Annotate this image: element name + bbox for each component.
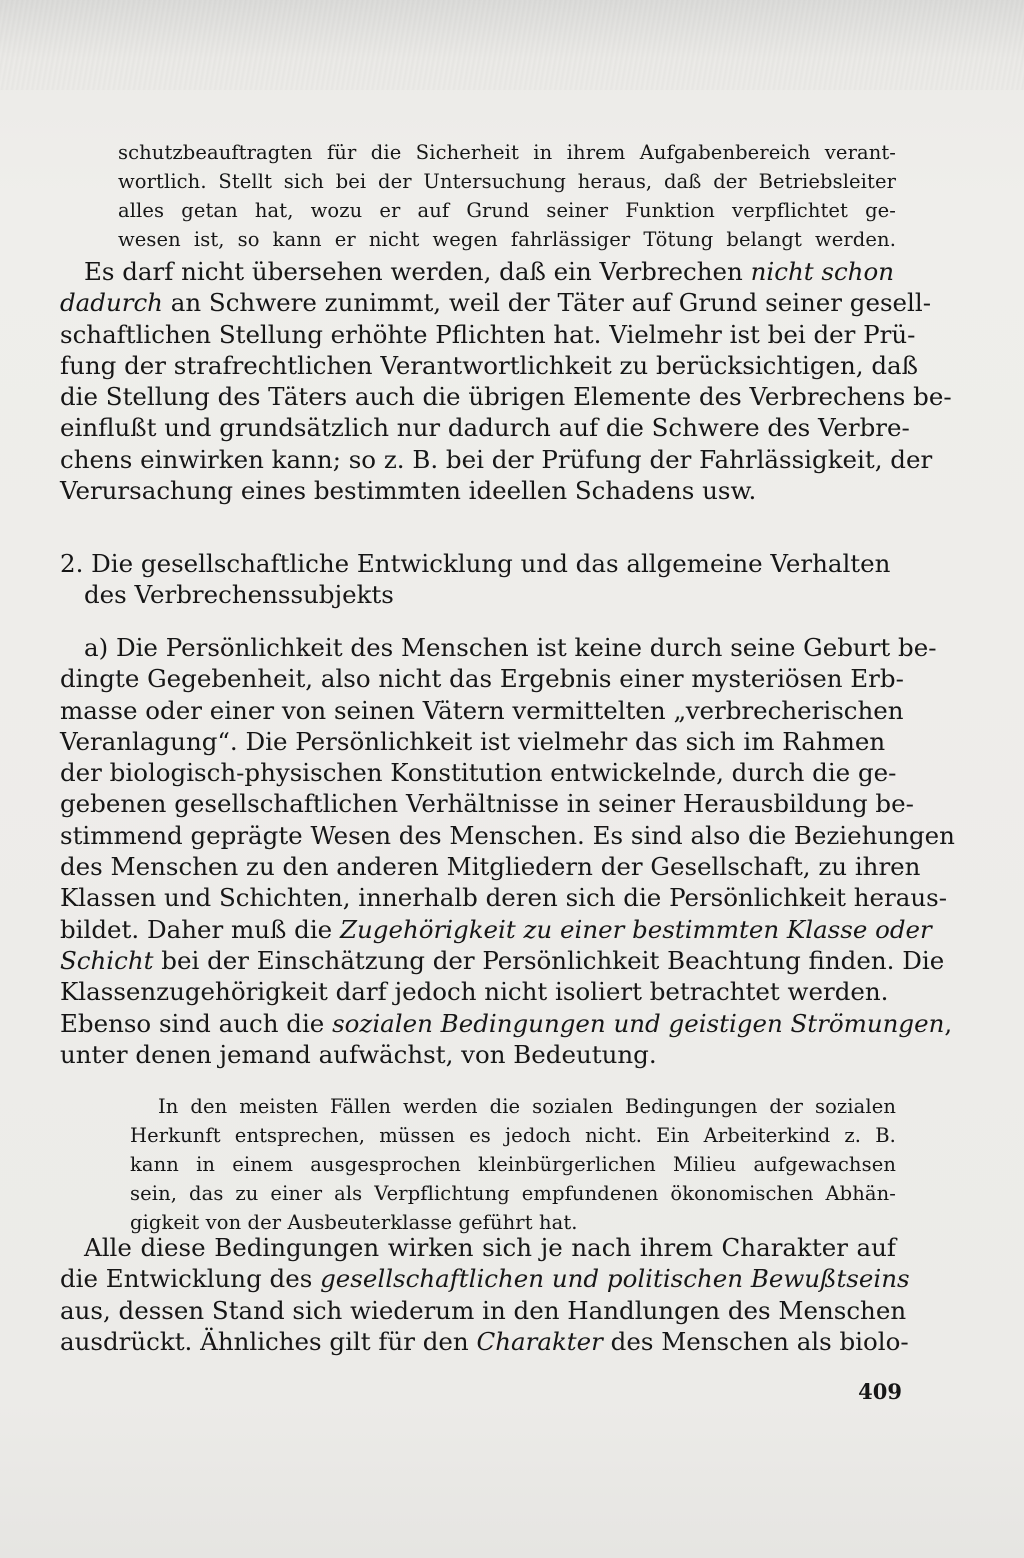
scan-edge-texture	[0, 0, 1024, 90]
text-line: In den meisten Fällen werden die sozialen Bedingungen der sozialen	[158, 1095, 896, 1118]
text-line: schutzbeauftragten für die Sicherheit in ihrem Aufgabenbereich verant-	[118, 141, 896, 164]
text-line: fung der strafrechtlichen Verantwortlichkeit zu berücksichtigen, daß	[60, 350, 919, 380]
heading-line: des Verbrechenssubjekts	[84, 580, 394, 609]
text-run: ,	[944, 1008, 953, 1038]
section-heading	[60, 548, 891, 610]
italic-text: Schicht	[60, 945, 154, 975]
heading-line: 2. Die gesellschaftliche Entwicklung und das allgemeine Verhalten	[60, 549, 891, 578]
paragraph-3	[60, 1232, 910, 1357]
text-run: bei der Einschätzung der Persönlichkeit Beachtung finden. Die	[153, 945, 945, 975]
text-line: der biologisch-physischen Konstitution entwickelnde, durch die ge-	[60, 758, 897, 788]
text-line: aus, dessen Stand sich wiederum in den Handlungen des Menschen	[60, 1295, 907, 1325]
text-line: Verursachung eines bestimmten ideellen Schadens usw.	[60, 476, 757, 506]
text-line: chens einwirken kann; so z. B. bei der Prüfung der Fahrlässigkeit, der	[60, 444, 933, 474]
text-line: a) Die Persönlichkeit des Menschen ist keine durch seine Geburt be-	[84, 633, 937, 662]
italic-text: gesellschaftlichen und politischen Bewußtseins	[320, 1264, 910, 1294]
paragraph-1	[60, 256, 952, 506]
text-line: sein, das zu einer als Verpflichtung empfundenen ökonomischen Abhän-	[130, 1182, 896, 1205]
text-line	[60, 945, 945, 976]
text-line: dingte Gegebenheit, also nicht das Ergebnis einer mysteriösen Erb-	[60, 664, 904, 694]
italic-text: Zugehörigkeit zu einer bestimmten Klasse oder	[339, 914, 932, 944]
text-line	[60, 914, 932, 945]
text-run: Ebenso sind auch die	[60, 1008, 333, 1038]
italic-text: nicht schon	[750, 257, 894, 286]
paragraph-2	[60, 632, 955, 1070]
text-line: Herkunft entsprechen, müssen es jedoch nicht. Ein Arbeiterkind z. B.	[130, 1124, 896, 1147]
text-run: ausdrückt. Ähnliches gilt für den	[60, 1326, 477, 1356]
text-line: gebenen gesellschaftlichen Verhältnisse in seiner Herausbildung be-	[60, 789, 914, 819]
text-line: die Stellung des Täters auch die übrigen Elemente des Verbrechens be-	[60, 382, 952, 412]
text-line	[60, 1008, 953, 1039]
text-line: alles getan hat, wozu er auf Grund seiner Funktion verpflichtet ge-	[118, 199, 896, 222]
italic-text: Charakter	[476, 1326, 603, 1356]
text-line: schaftlichen Stellung erhöhte Pflichten hat. Vielmehr ist bei der Prü-	[60, 319, 916, 349]
text-line: Alle diese Bedingungen wirken sich je nach ihrem Charakter auf	[84, 1233, 896, 1262]
text-line: Veranlagung“. Die Persönlichkeit ist vielmehr das sich im Rahmen	[60, 726, 886, 756]
text-line: unter denen jemand aufwächst, von Bedeutung.	[60, 1039, 657, 1069]
text-run: an Schwere zunimmt, weil der Täter auf Grund seiner gesell-	[162, 288, 932, 318]
text-run: die Entwicklung des	[60, 1264, 321, 1294]
small-print-note-1	[118, 138, 896, 254]
text-line: wortlich. Stellt sich bei der Untersuchung heraus, daß der Betriebsleiter	[118, 170, 896, 193]
text-line: des Menschen zu den anderen Mitgliedern der Gesellschaft, zu ihren	[60, 852, 921, 882]
text-run: Es darf nicht übersehen werden, daß ein Verbrechen	[84, 257, 751, 286]
text-line	[60, 1263, 910, 1294]
text-line: Klassenzugehörigkeit darf jedoch nicht isoliert betrachtet werden.	[60, 977, 889, 1007]
text-line: einflußt und grundsätzlich nur dadurch auf die Schwere des Verbre-	[60, 413, 910, 443]
small-print-note-2	[130, 1092, 896, 1237]
text-line	[60, 256, 896, 287]
italic-text: dadurch	[60, 288, 163, 318]
text-line: gigkeit von der Ausbeuterklasse geführt hat.	[130, 1211, 578, 1234]
text-line: masse oder einer von seinen Vätern vermittelten „verbrecherischen	[60, 695, 904, 725]
text-line: stimmend geprägte Wesen des Menschen. Es sind also die Beziehungen	[60, 820, 955, 850]
page-number: 409	[858, 1379, 902, 1404]
text-run: des Menschen als biolo-	[602, 1326, 909, 1356]
italic-text: sozialen Bedingungen und geistigen Strömungen	[332, 1008, 945, 1038]
text-line: kann in einem ausgesprochen kleinbürgerlichen Milieu aufgewachsen	[130, 1153, 896, 1176]
text-line: wesen ist, so kann er nicht wegen fahrlässiger Tötung belangt werden.	[118, 228, 896, 251]
text-run: bildet. Daher muß die	[60, 914, 340, 944]
text-line	[60, 287, 932, 318]
text-line	[60, 1326, 909, 1357]
text-line: Klassen und Schichten, innerhalb deren sich die Persönlichkeit heraus-	[60, 883, 947, 913]
